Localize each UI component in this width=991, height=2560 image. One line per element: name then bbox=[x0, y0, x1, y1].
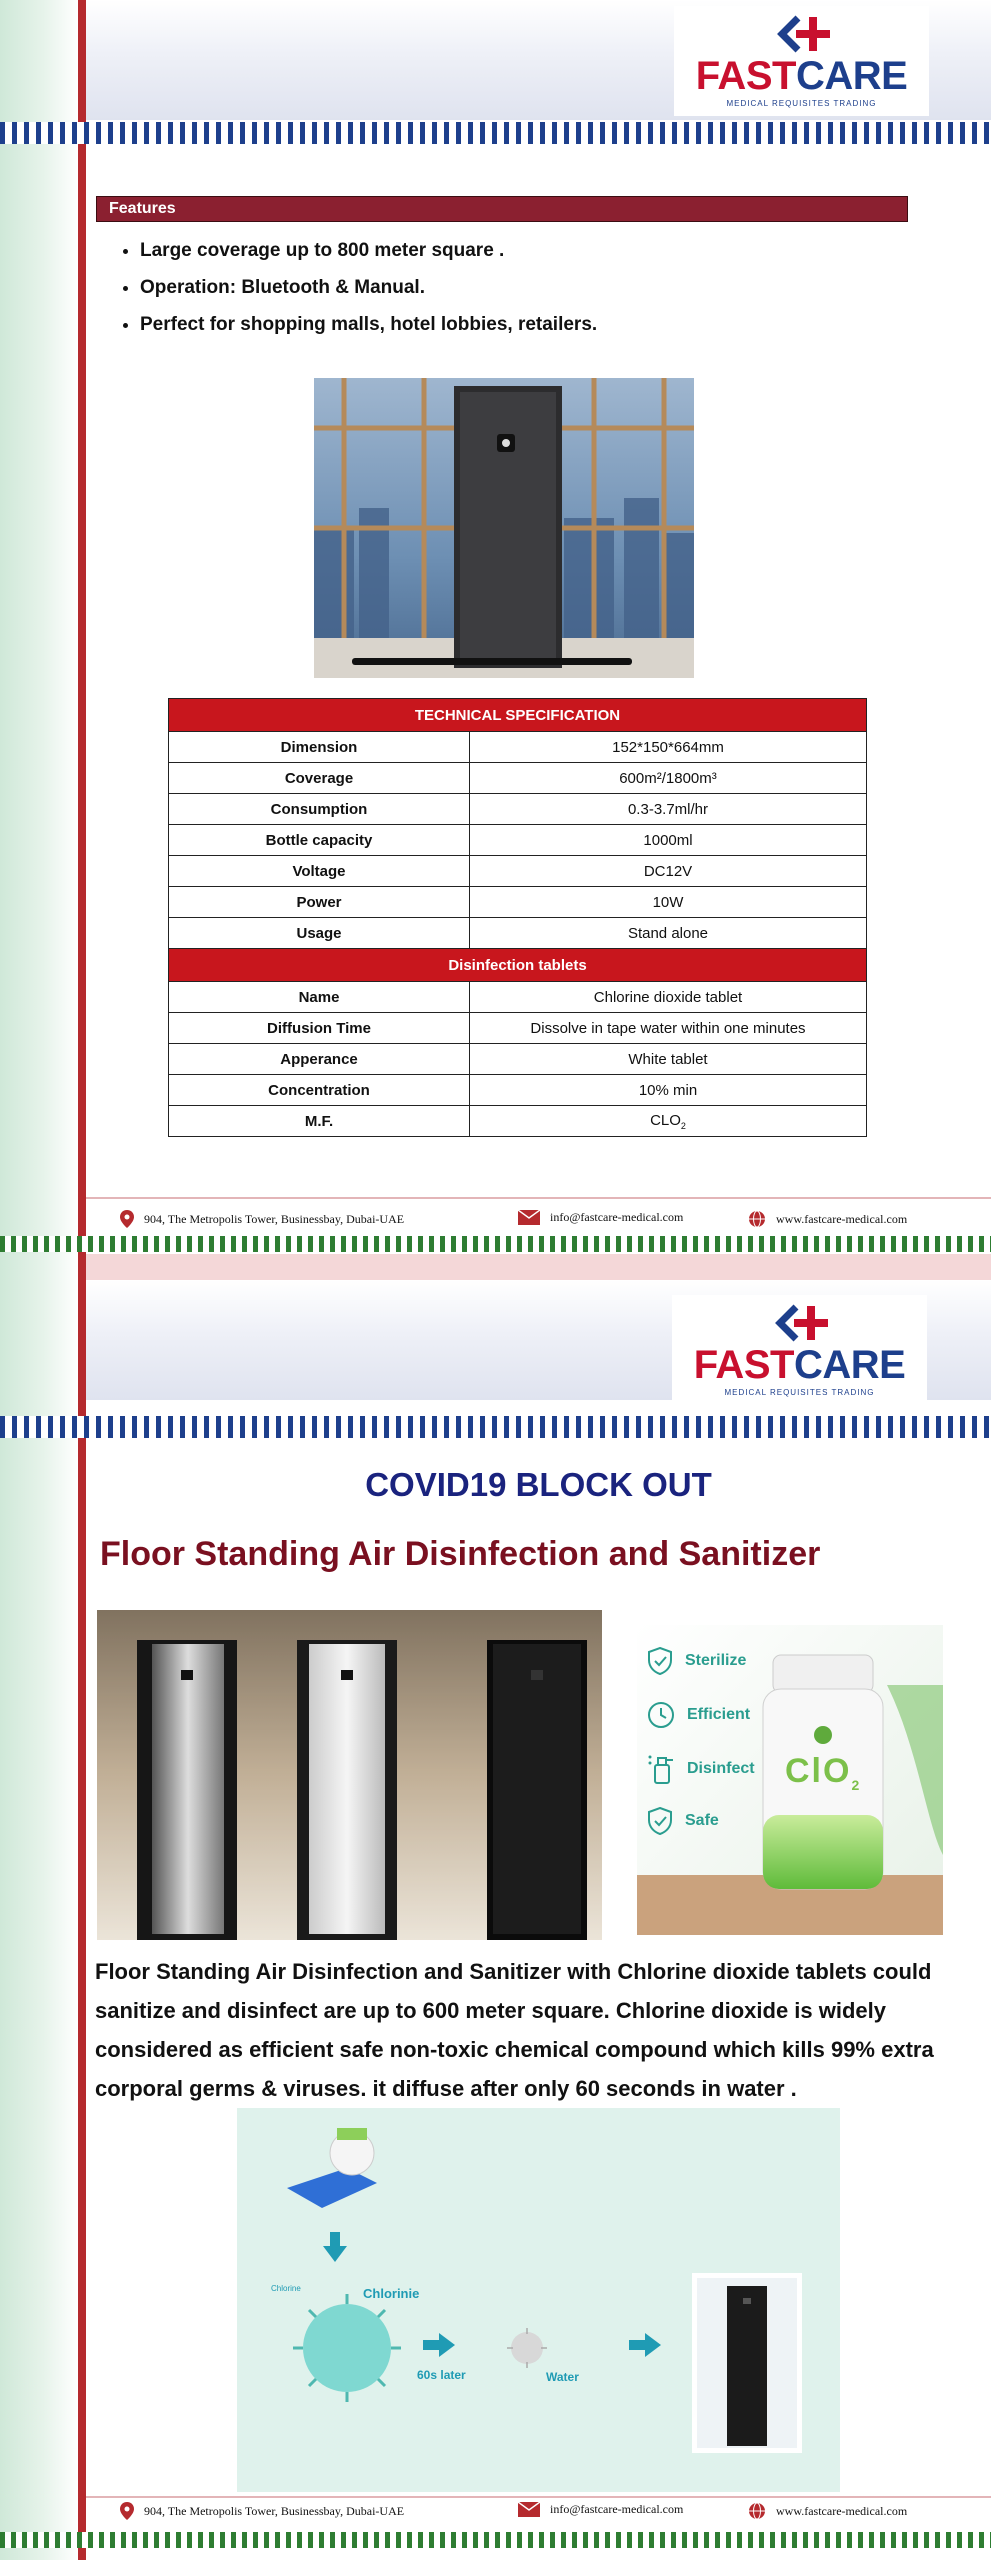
product-description: Floor Standing Air Disinfection and Sanitizer with Chlorine dioxide tablets could sanitize and disinfect are up to 600 meter square. Chlorine dioxide is widely considered as efficient safe non-toxic chemical compound which kills 99% extra corporal germs & viruses. it diffuse after only 60 seconds in water . bbox=[95, 1959, 934, 2101]
table-row: Diffusion Time Dissolve in tape water within one minutes bbox=[169, 1013, 867, 1044]
envelope-icon bbox=[518, 2502, 540, 2517]
covid-title: COVID19 BLOCK OUT bbox=[365, 1466, 712, 1503]
globe-icon bbox=[748, 1210, 766, 1228]
shield-check-icon bbox=[647, 1807, 673, 1835]
left-mint-gradient bbox=[0, 0, 78, 1280]
three-units-photo bbox=[97, 1610, 602, 1940]
tablet-bottle-panel bbox=[637, 1625, 943, 1935]
footer-address: 904, The Metropolis Tower, Businessbay, Dubai-UAE bbox=[144, 2503, 405, 2518]
benefit-item: Efficient bbox=[647, 1701, 750, 1729]
diffusion-process-diagram: Chlorine Chlorinie 60s later Water bbox=[237, 2108, 840, 2492]
shield-check-icon bbox=[647, 1647, 673, 1675]
tech-spec-title: TECHNICAL SPECIFICATION bbox=[169, 699, 867, 732]
left-mint-gradient bbox=[0, 1280, 78, 2560]
table-row: Name Chlorine dioxide tablet bbox=[169, 982, 867, 1013]
left-red-bar bbox=[78, 0, 86, 1280]
table-row: Coverage 600m²/1800m³ bbox=[169, 763, 867, 794]
location-pin-icon bbox=[120, 1210, 134, 1228]
product-subtitle: Floor Standing Air Disinfection and Sanitizer bbox=[100, 1535, 821, 1573]
green-stripe-divider bbox=[0, 1236, 991, 1252]
spray-bottle-icon bbox=[647, 1753, 675, 1785]
globe-icon bbox=[748, 2502, 766, 2520]
features-list bbox=[110, 240, 597, 351]
virus-icon bbox=[293, 2294, 401, 2402]
brand-name: FASTCARE bbox=[695, 54, 908, 98]
table-row: M.F. $CLO_2$ bbox=[169, 1106, 867, 1137]
device-in-room bbox=[692, 2273, 802, 2453]
bottle-label: ClO$_2$ bbox=[785, 1752, 862, 1793]
table-row: Voltage DC12V bbox=[169, 856, 867, 887]
benefit-item: Safe bbox=[647, 1807, 719, 1835]
footer-website[interactable]: www.fastcare-medical.com bbox=[776, 2503, 908, 2518]
features-heading: Features bbox=[96, 196, 908, 222]
page-footer bbox=[120, 1210, 971, 1230]
blue-stripe-divider bbox=[0, 122, 991, 144]
benefit-item: Disinfect bbox=[647, 1753, 755, 1785]
left-red-bar bbox=[78, 1280, 86, 2560]
table-row: Usage Stand alone bbox=[169, 918, 867, 949]
brand-tagline: MEDICAL REQUISITES TRADING bbox=[724, 1388, 875, 1397]
table-row: Concentration 10% min bbox=[169, 1075, 867, 1106]
logo-cross-icon bbox=[768, 1303, 832, 1343]
brand-logo bbox=[674, 6, 929, 116]
footer-email[interactable]: info@fastcare-medical.com bbox=[550, 2502, 684, 2516]
benefit-item: Sterilize bbox=[647, 1647, 746, 1675]
feature-item: • Perfect for shopping malls, hotel lobbies, retailers. bbox=[140, 314, 597, 336]
table-row: Consumption 0.3-3.7ml/hr bbox=[169, 794, 867, 825]
green-stripe-divider bbox=[0, 2532, 991, 2548]
table-row: Bottle capacity 1000ml bbox=[169, 825, 867, 856]
footer-website[interactable]: www.fastcare-medical.com bbox=[776, 1211, 908, 1226]
blue-stripe-divider bbox=[0, 1416, 991, 1438]
logo-cross-icon bbox=[770, 14, 834, 54]
feature-item: • Large coverage up to 800 meter square . bbox=[140, 240, 597, 262]
footer-address: 904, The Metropolis Tower, Businessbay, Dubai-UAE bbox=[144, 1211, 405, 1226]
brand-name: FASTCARE bbox=[693, 1343, 906, 1387]
feature-item: • Operation: Bluetooth & Manual. bbox=[140, 277, 597, 299]
table-row: Apperance White tablet bbox=[169, 1044, 867, 1075]
table-row: Power 10W bbox=[169, 887, 867, 918]
pink-bottom-band bbox=[86, 1254, 991, 1280]
tablets-title: Disinfection tablets bbox=[169, 949, 867, 982]
clock-icon bbox=[647, 1701, 675, 1729]
footer-email[interactable]: info@fastcare-medical.com bbox=[550, 1210, 684, 1224]
brand-tagline: MEDICAL REQUISITES TRADING bbox=[726, 99, 877, 108]
table-row: Dimension 152*150*664mm bbox=[169, 732, 867, 763]
envelope-icon bbox=[518, 1210, 540, 1225]
location-pin-icon bbox=[120, 2502, 134, 2520]
technical-spec-table bbox=[168, 698, 867, 1137]
page-footer bbox=[120, 2502, 971, 2522]
device-photo bbox=[314, 378, 694, 678]
brand-logo bbox=[672, 1295, 927, 1405]
